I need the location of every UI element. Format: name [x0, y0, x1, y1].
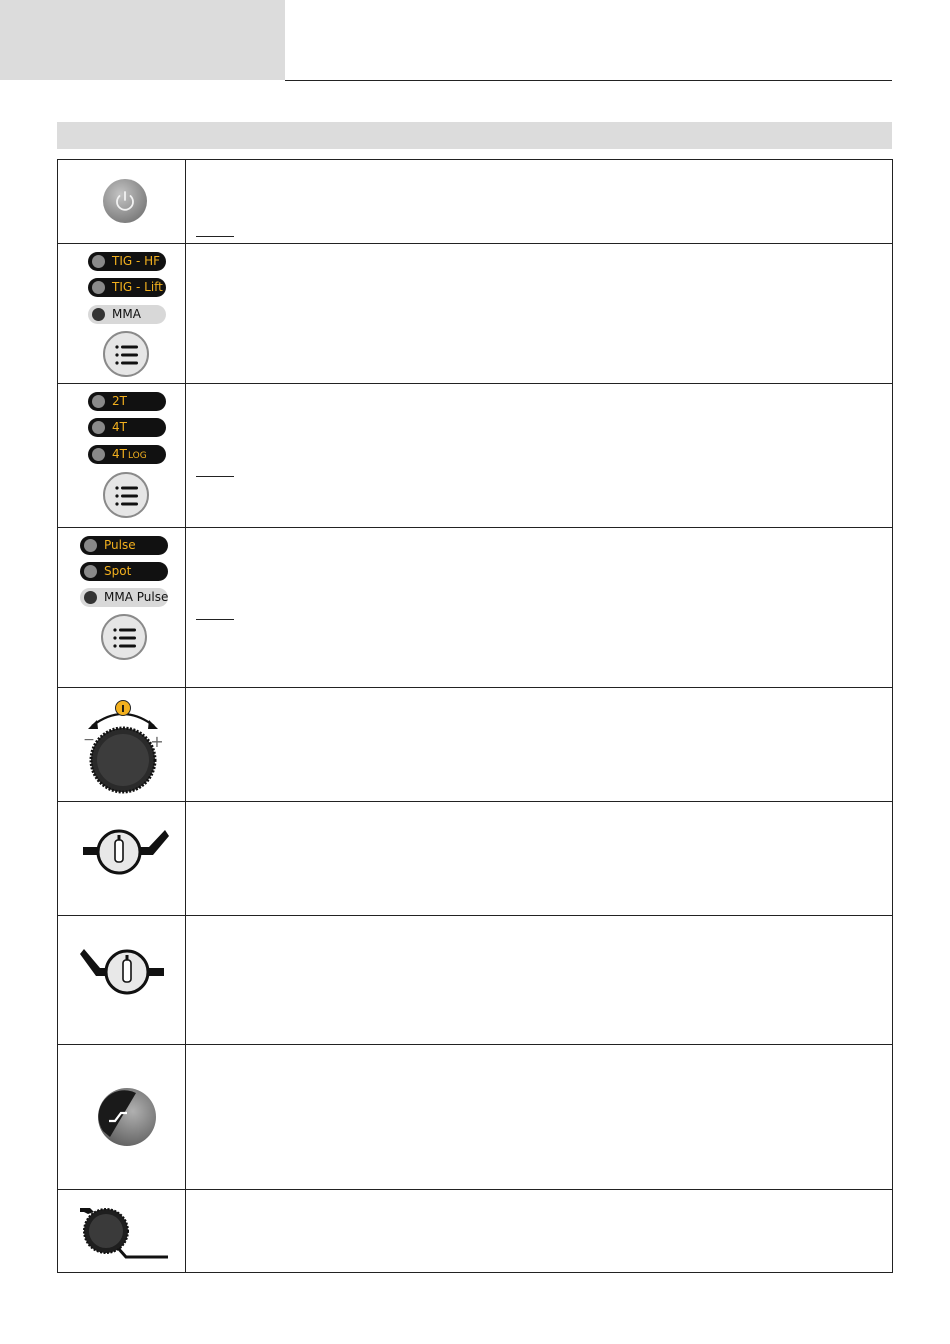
- description-cell: [186, 688, 893, 802]
- mode-select-button[interactable]: [103, 331, 149, 377]
- spot-button[interactable]: [80, 562, 168, 581]
- icon-cell: [58, 802, 186, 916]
- mma-label: MMA: [112, 307, 141, 321]
- mma-pulse-button[interactable]: [80, 588, 168, 607]
- tig-hf-label: TIG - HF: [112, 254, 161, 268]
- led-indicator: [92, 395, 105, 408]
- arrow-right-icon: [148, 720, 158, 729]
- description-cell: [186, 528, 893, 688]
- controls-table: [57, 159, 893, 1273]
- list-icon: [112, 626, 138, 650]
- description-cell: [186, 916, 893, 1045]
- current-knob[interactable]: [78, 698, 168, 798]
- table-row: [58, 528, 893, 688]
- gas-output-connector-icon: [83, 828, 173, 878]
- mma-pulse-label: MMA Pulse: [104, 590, 169, 604]
- table-row: [58, 802, 893, 916]
- led-indicator: [92, 255, 105, 268]
- icon-cell: [58, 1190, 186, 1273]
- table-row: [58, 384, 893, 528]
- table-row: [58, 1190, 893, 1273]
- 4t-log-sub: LOG: [127, 451, 147, 461]
- led-indicator: [92, 308, 105, 321]
- header-grey-block: [0, 0, 285, 80]
- knob-minus: −: [83, 732, 95, 748]
- description-cell: [186, 160, 893, 244]
- description-cell: [186, 384, 893, 528]
- power-button-icon[interactable]: [102, 178, 148, 224]
- 4t-log-main: 4T: [112, 447, 127, 461]
- note-underline: [196, 236, 234, 237]
- note-underline: [196, 476, 234, 477]
- table-row: [58, 1045, 893, 1190]
- led-indicator: [92, 448, 105, 461]
- led-indicator: [92, 421, 105, 434]
- description-cell: [186, 244, 893, 384]
- icon-cell: [58, 1045, 186, 1190]
- knob-badge: I: [121, 704, 125, 715]
- pulse-label: Pulse: [104, 538, 136, 552]
- led-indicator: [84, 539, 97, 552]
- remote-socket-icon: [96, 1085, 160, 1149]
- 2t-label: 2T: [112, 394, 127, 408]
- function-select-button[interactable]: [101, 614, 147, 660]
- list-icon: [114, 484, 140, 508]
- section-title-bar: [57, 122, 892, 149]
- icon-cell: [58, 916, 186, 1045]
- mma-button[interactable]: [88, 305, 166, 324]
- icon-cell: [58, 160, 186, 244]
- table-row: [58, 160, 893, 244]
- icon-cell: [58, 244, 186, 384]
- output-socket-icon: [80, 1204, 170, 1264]
- spot-label: Spot: [104, 564, 132, 578]
- gas-input-connector-icon: [76, 946, 168, 1000]
- tig-hf-button[interactable]: [88, 252, 166, 271]
- knob-plus: +: [150, 732, 164, 751]
- list-icon: [114, 343, 140, 367]
- tig-lift-button[interactable]: [88, 278, 166, 297]
- 2t-button[interactable]: [88, 392, 166, 411]
- 4t-log-label: [112, 445, 147, 466]
- arrow-left-icon: [88, 720, 98, 729]
- tig-lift-label: TIG - Lift: [112, 280, 163, 294]
- icon-cell: [58, 688, 186, 802]
- table-row: [58, 916, 893, 1045]
- pulse-button[interactable]: [80, 536, 168, 555]
- led-indicator: [84, 565, 97, 578]
- icon-cell: [58, 384, 186, 528]
- description-cell: [186, 1045, 893, 1190]
- note-underline: [196, 619, 234, 620]
- trigger-select-button[interactable]: [103, 472, 149, 518]
- table-row: [58, 688, 893, 802]
- led-indicator: [92, 281, 105, 294]
- table-row: [58, 244, 893, 384]
- header-rule: [285, 80, 892, 81]
- 4t-log-button[interactable]: [88, 445, 166, 464]
- 4t-button[interactable]: [88, 418, 166, 437]
- icon-cell: [58, 528, 186, 688]
- 4t-label: 4T: [112, 420, 127, 434]
- description-cell: [186, 1190, 893, 1273]
- description-cell: [186, 802, 893, 916]
- led-indicator: [84, 591, 97, 604]
